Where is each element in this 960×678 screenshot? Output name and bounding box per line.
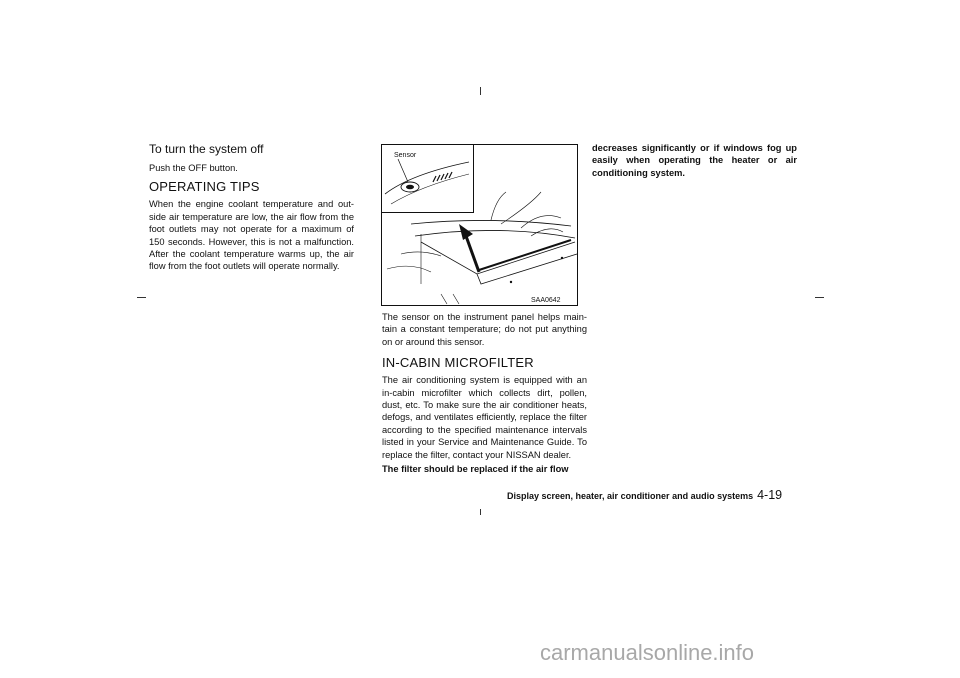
filter-warning-start: The filter should be replaced if the air flow (382, 464, 569, 475)
right-column (592, 142, 797, 179)
sensor-label: Sensor (394, 152, 417, 159)
dashboard-sensor-illustration-icon (381, 144, 578, 306)
page-number: 4-19 (757, 488, 783, 502)
crop-mark-bottom (480, 509, 481, 515)
filter-warning-continued: decreases significantly or if windows fog up easily when operating the heater or air conditioning system. (592, 143, 797, 178)
middle-column (382, 311, 587, 475)
crop-mark-top (480, 87, 481, 95)
figure-code: SAA0642 (531, 297, 561, 304)
sensor-note: The sensor on the instrument panel helps main-tain a constant temperature; do not put anything on or around this sensor. (382, 312, 587, 347)
watermark: carmanualsonline.info (540, 640, 755, 665)
crop-mark-right (815, 297, 824, 298)
subheading-turn-off: To turn the system off (149, 142, 264, 156)
crop-mark-left (137, 297, 146, 298)
left-column (149, 142, 354, 273)
heading-in-cabin-microfilter: IN-CABIN MICROFILTER (382, 355, 534, 371)
filter-text: The air conditioning system is equipped with an in-cabin microfilter which collects dirt, pollen, dust, etc. To make sure the air conditioner heats, defogs, and ventilates efficiently, replace the filter according to the specified maintenance intervals listed in your Service and Maintenance Guide. To replace the filter, contact your NISSAN dealer. (382, 375, 587, 460)
off-instruction: Push the OFF button. (149, 163, 238, 173)
operating-tips-text: When the engine coolant temperature and out-side air temperature are low, the air flow from the foot outlets may not operate for a maximum of 150 seconds. However, this is not a malfunction. After the coolant temperature warms up, the air flow from the foot outlets will operate normally. (149, 199, 354, 272)
chapter-title: Display screen, heater, air conditioner and audio systems (507, 491, 754, 501)
heading-operating-tips: OPERATING TIPS (149, 179, 260, 195)
page-footer (507, 488, 782, 502)
sensor-figure (381, 144, 578, 306)
